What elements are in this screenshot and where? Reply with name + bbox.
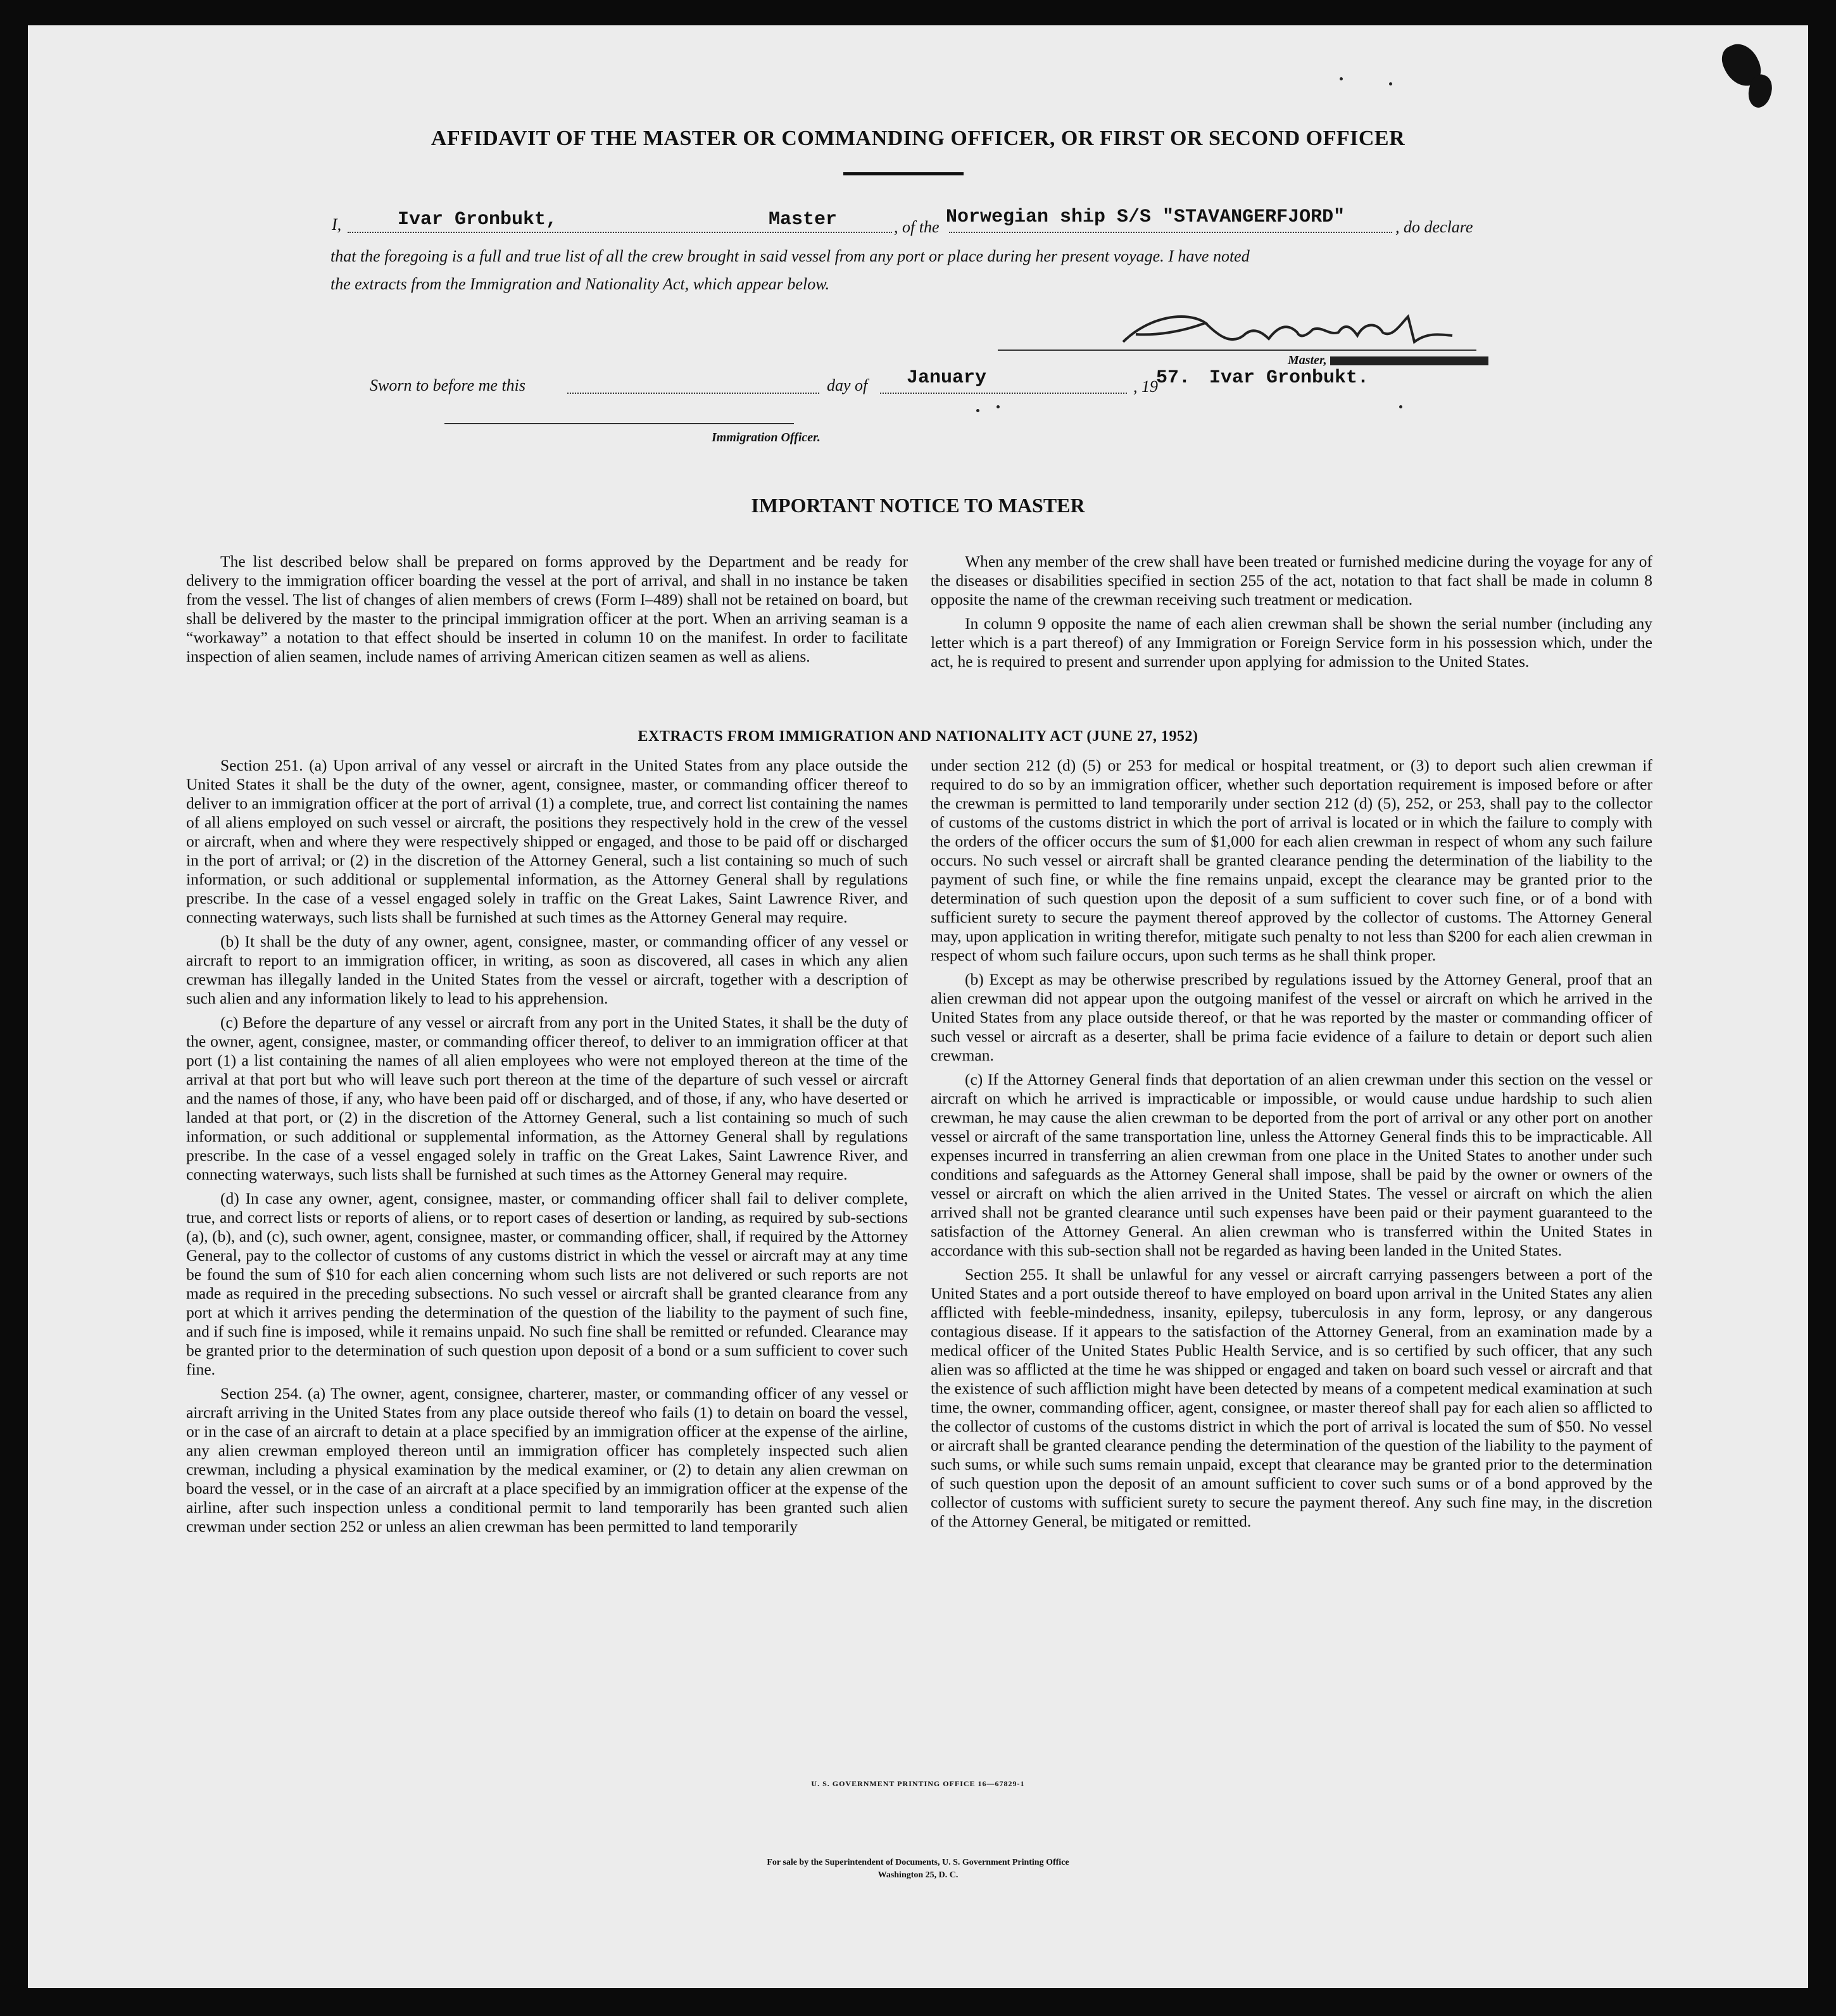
sworn-month: January <box>907 367 987 389</box>
notice-right-column <box>931 552 1652 676</box>
signature-line <box>998 350 1476 351</box>
sale-notice-line-1: For sale by the Superintendent of Documents, U. S. Government Printing Office <box>767 1858 1069 1867</box>
extract-paragraph: (c) If the Attorney General finds that deportation of an alien crewman under this section on the vessel or aircraft on which he arrived is impracticable or impossible, or would cause undue hardship to such alien crewman, he may cause the alien crewman to be deported from the port of arrival or any other port on another vessel or aircraft of the same transportation line, unless the Attorney General finds this to be impracticable. All expenses incurred in transferring an alien crewman from one place in the United States to another under such conditions and safeguards as the Attorney General shall impose, shall be paid by the owner or owners of the vessel or aircraft on which the alien arrived in the United States. The vessel or aircraft on which the alien arrived shall not be granted clearance until such expenses have been paid or their payment guaranteed to the satisfaction of the Attorney General. An alien crewman who is transferred within the United States in accordance with this sub-section shall not be regarded as having been landed in the United States. <box>931 1070 1652 1259</box>
master-caption: Master, <box>1288 353 1327 367</box>
sale-notice-line-2: Washington 25, D. C. <box>877 1870 959 1880</box>
extract-paragraph: Section 251. (a) Upon arrival of any vessel or aircraft in the United States from any place outside the United States it shall be the duty of the owner, agent, consignee, master, or commanding officer thereof to deliver to an immigration officer at the port of arrival (1) a complete, true, and correct list containing the names of all aliens employed on such vessel or aircraft, the positions they respectively hold in the crew of the vessel or aircraft, when and where they were respectively shipped or engaged, and those to be paid off or discharged in the port of arrival; or (2) in the discretion of the Attorney General, such a list containing so much of such information, or such additional or supplemental information, as the Attorney General shall by regulations prescribe. In the case of a vessel engaged solely in traffic on the Great Lakes, Saint Lawrence River, and connecting waterways, such lists shall be furnished at such times as the Attorney General may require. <box>186 756 908 926</box>
extract-paragraph: (d) In case any owner, agent, consignee, master, or commanding officer shall fail to deliver complete, true, and correct lists or reports of aliens, or to report cases of desertion or landing, as required by sub-sections (a), (b), and (c), such owner, agent, consignee, master, or commanding officer, shall, if required by the Attorney General, pay to the collector of customs of any customs district in which the vessel or aircraft may at any time be found the sum of $10 for each alien concerning whom such lists are not delivered or such reports are not made as required in the preceding subsections. No such vessel or aircraft shall be granted clearance from any port at which it arrives pending the determination of the question of the liability to the payment of such fine, and if such fine is imposed, while it remains unpaid. No such fine shall be remitted or refunded. Clearance may be granted prior to the determination of such question upon deposit of a bond or a sum sufficient to cover such fine. <box>186 1189 908 1378</box>
vessel-name: Norwegian ship S/S "STAVANGERFJORD" <box>946 206 1345 228</box>
month-fill-line <box>880 393 1127 394</box>
title-rule <box>843 172 964 175</box>
master-signature <box>1110 298 1465 361</box>
notice-paragraph: When any member of the crew shall have been treated or furnished medicine during the voyage for any of the diseases or disabilities specified in section 255 of the act, notation to that fact shall be made in column 8 opposite the name of the crewman receiving such treatment or medication. <box>931 552 1652 608</box>
document-page <box>28 25 1808 1988</box>
extract-paragraph: Section 254. (a) The owner, agent, consignee, charterer, master, or commanding officer of any vessel or aircraft arriving in the United States from any place outside thereof who fails (1) to detain on board the vessel, or in the case of an aircraft to detain at a place specified by an immigration officer at the expense of the airline, any alien crewman employed thereon until an immigration officer has completely inspected such alien crewman, including a physical examination by the medical examiner, or (2) to detain any alien crewman on board the vessel, or in the case of an aircraft at a place specified by an immigration officer at the expense of the airline, after such inspection unless a conditional permit to land temporarily has been granted such alien crewman under section 252 or unless an alien crewman has been permitted to land temporarily <box>186 1384 908 1535</box>
decl-do-declare: , do declare <box>1395 218 1473 236</box>
notice-paragraph: The list described below shall be prepared on forms approved by the Department and be ready for delivery to the immigration officer boarding the vessel at the port of arrival, and shall in no instance be taken from the vessel. The list of changes of alien members of crews (Form I–489) shall not be retained on board, but shall be delivered by the master to the principal immigration officer at the port. When an arriving seaman is a “workaway” a notation to that effect should be inserted in column 10 on the manifest. In order to facilitate inspection of alien seamen, include names of arriving American citizen seamen as well as aliens. <box>186 552 908 665</box>
year-prefix: , 19 <box>1133 377 1158 396</box>
extracts-left-column <box>186 756 908 1541</box>
sale-notice <box>28 1856 1808 1882</box>
sworn-label: Sworn to before me this <box>370 376 526 394</box>
decl-line-3: the extracts from the Immigration and Nationality Act, which appear below. <box>330 275 830 293</box>
notice-left-column <box>186 552 908 671</box>
extract-paragraph: (b) Except as may be otherwise prescribed by regulations issued by the Attorney General, proof that an alien crewman did not appear upon the outgoing manifest of the vessel or aircraft on which he arrived in the United States from any place outside thereof, or that he was reported by the master or commanding officer of such vessel or aircraft as a deserter, shall be prima facie evidence of a failure to detain or deport such alien crewman. <box>931 970 1652 1064</box>
speck <box>1399 405 1402 408</box>
speck <box>1340 77 1343 80</box>
extract-paragraph: (c) Before the departure of any vessel or aircraft from any port in the United States, it shall be the duty of the owner, agent, consignee, master, or commanding officer thereof, to deliver to an immigration officer at that port (1) a list containing the names of all alien employees who were not employed thereon at the time of the arrival at that port but who will leave such port thereon at the time of the departure of such vessel or aircraft and the names of those, if any, who have been paid off or discharged, and of those, if any, who have deserted or landed at that port, or (2) in the discretion of the Attorney General, such a list containing so much of such information, or such additional or supplemental information, as the Attorney General shall by regulations prescribe. In the case of a vessel engaged solely in traffic on the Great Lakes, Saint Lawrence River, and connecting waterways, such lists shall be furnished at such times as the Attorney General may require. <box>186 1013 908 1183</box>
sworn-day-line <box>567 393 819 394</box>
officer-line <box>444 423 794 424</box>
extracts-title: EXTRACTS FROM IMMIGRATION AND NATIONALITY ACT (JUNE 27, 1952) <box>638 728 1198 745</box>
name-fill-line <box>348 232 892 233</box>
typed-signature: Ivar Gronbukt. <box>1209 367 1369 389</box>
notice-paragraph: In column 9 opposite the name of each alien crewman shall be shown the serial number (including any letter which is a part thereof) of any Immigration or Foreign Service form in his possession which, under the act, he is required to present and surrender upon applying for admission to the United States. <box>931 614 1652 671</box>
signature-caption <box>1288 353 1488 368</box>
speck <box>976 409 979 412</box>
notice-title: IMPORTANT NOTICE TO MASTER <box>751 494 1085 517</box>
decl-i: I, <box>332 215 342 234</box>
vessel-fill-line <box>949 232 1392 233</box>
extract-paragraph: Section 255. It shall be unlawful for any vessel or aircraft carrying passengers between a port of the United States and a port outside thereof to have employed on board upon arrival in the United States any alien afflicted with feeble-mindedness, insanity, epilepsy, tuberculosis in any form, leprosy, or any dangerous contagious disease. If it appears to the satisfaction of the Attorney General, from an examination made by a medical officer of the United States Public Health Service, and is so certified by such officer, that any such alien was so afflicted at the time he was shipped or engaged and taken on board such vessel or aircraft and that the existence of such affliction might have been detected by means of a competent medical examination at such time, the owner, commanding officer, agent, consignee, or master thereof shall pay for each alien so afflicted to the collector of customs of the customs district in which the port of arrival is located the sum of $50. No vessel or aircraft shall be granted clearance pending the determination of the question of the liability to the payment of such sums, or while such sums remain unpaid, except that clearance may be granted prior to the determination of such question upon the deposit of an amount sufficient to cover such sums or of a bond approved by the collector of customs with sufficient surety to secure the payment thereof. Any such fine may, in the discretion of the Attorney General, be mitigated or remitted. <box>931 1265 1653 1530</box>
affidavit-title: AFFIDAVIT OF THE MASTER OR COMMANDING OFFICER, OR FIRST OR SECOND OFFICER <box>431 127 1405 150</box>
extract-paragraph: under section 212 (d) (5) or 253 for medical or hospital treatment, or (3) to deport such alien crewman if required to do so by an immigration officer, whether such deportation requirement is imposed before or after the crewman is permitted to land temporarily under section 212 (d) (5), 252, or 253, shall pay to the collector of customs of the customs district in which the port of arrival is located or in which the failure to comply with the orders of the officer occurs the sum of $1,000 for each alien crewman in respect of whom any such failure occurs. No such vessel or aircraft shall be granted clearance pending the determination of the liability to the payment of such fine, or while the fine remains unpaid, except the clearance may be granted prior to the determination of such question upon the deposit of a sum sufficient to cover such fine, or of a bond with sufficient surety to secure the payment thereof approved by the collector of customs. The Attorney General may, upon application in writing therefor, mitigate such penalty to not less than $200 for each alien crewman in respect of whom such failure occurs, upon such terms as he shall think proper. <box>931 756 1652 964</box>
extract-paragraph: (b) It shall be the duty of any owner, agent, consignee, master, or commanding officer of any vessel or aircraft to report to an immigration officer, in writing, as soon as discovered, all cases in which any alien crewman has illegally landed in the United States from the vessel or aircraft, together with a description of such alien and any information likely to lead to his apprehension. <box>186 932 908 1007</box>
extracts-right-column <box>931 756 1652 1536</box>
master-rank: Master <box>769 209 838 230</box>
officer-caption: Immigration Officer. <box>712 431 821 444</box>
decl-of-the: , of the <box>894 218 940 236</box>
master-name: Ivar Gronbukt, <box>398 209 558 230</box>
speck <box>1389 82 1392 85</box>
day-of-label: day of <box>827 376 868 394</box>
decl-line-2: that the foregoing is a full and true list of all the crew brought in said vessel from any port or place during her present voyage. I have noted <box>330 247 1250 265</box>
printing-office-line: U. S. GOVERNMENT PRINTING OFFICE 16—67829-1 <box>811 1779 1025 1788</box>
speck <box>997 405 1000 408</box>
struck-text <box>1330 356 1488 365</box>
year-suffix: 57. <box>1156 367 1191 389</box>
